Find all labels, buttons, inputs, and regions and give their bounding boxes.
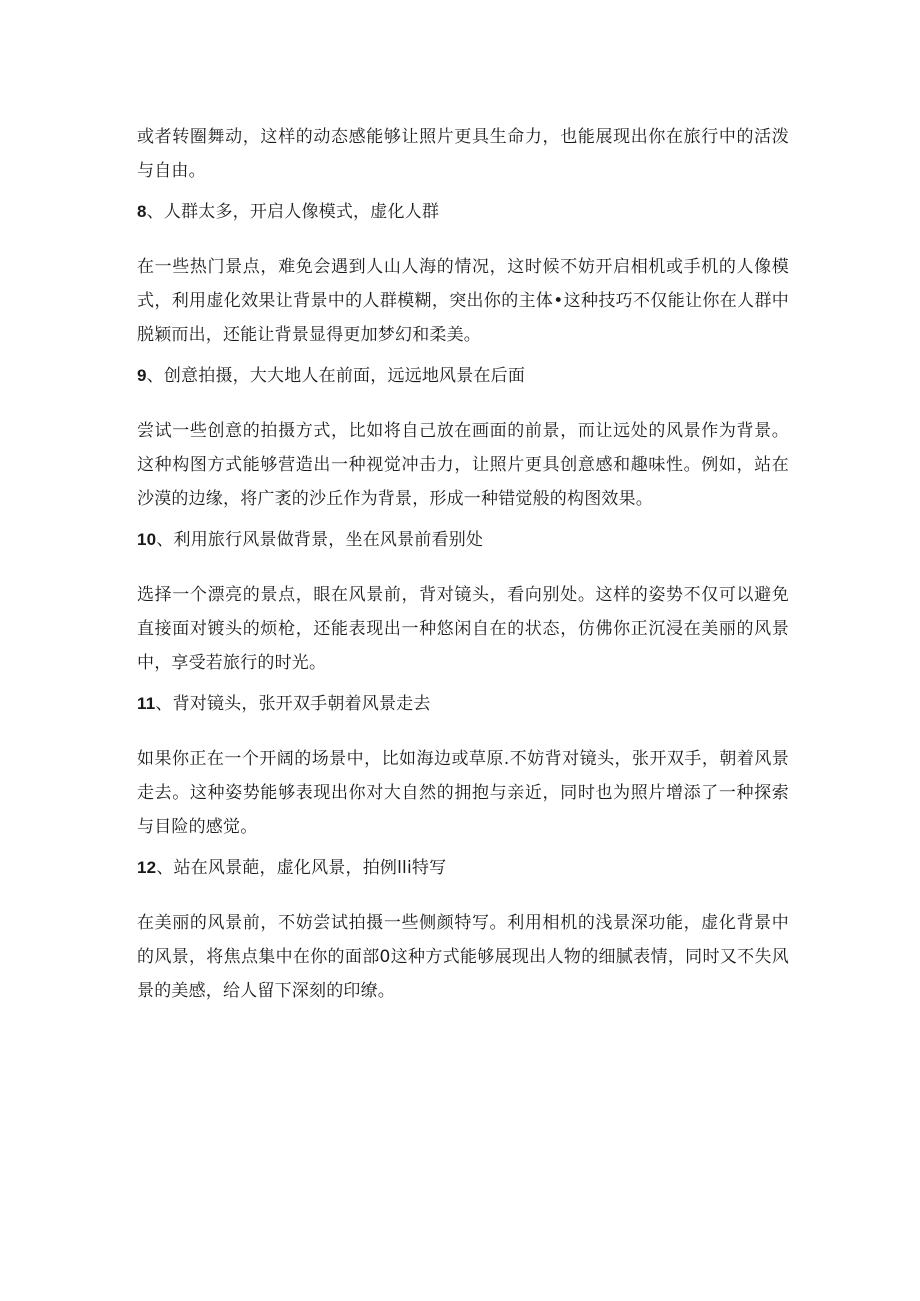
- section-title: 、背对镜头，张开双手朝着风景走去: [155, 694, 431, 714]
- section-title: 、站在风景葩，虚化风景，拍例lli特写: [156, 858, 447, 878]
- section-number: 9: [137, 366, 147, 385]
- paragraph-intro: 或者转圈舞动，这样的动态感能够让照片更具生命力，也能展现出你在旅行中的活泼与自由。: [137, 127, 789, 181]
- section-title: 、利用旅行风景做背景，坐在风景前看别处: [156, 530, 484, 550]
- paragraph-12: 在美丽的风景前，不妨尝试拍摄一些侧颜特写。利用相机的浅景深功能，虚化背景中的风景，将焦点集中在你的面部0这种方式能够展现出人物的细腻表情，同时又不失风景的美感，给人留下深刻的印缭。: [137, 913, 789, 1001]
- paragraph-10: 选择一个漂亮的景点，眼在风景前，背对镜头，看向别处。这样的姿势不仅可以避免直接面对镀头的烦枪，还能表现出一种悠闲自在的状态，仿佛你正沉浸在美丽的风景中，享受若旅行的时光。: [137, 585, 789, 673]
- section-heading-9: [137, 362, 789, 390]
- section-number: 12: [137, 858, 157, 877]
- paragraph-8: 在一些热门景点，难免会遇到人山人海的情况，这时候不妨开启相机或手机的人像模式，利用虚化效果让背景中的人群模糊，突出你的主体•这种技巧不仅能让你在人群中脱颖而出，还能让背景显得更加梦幻和柔美。: [137, 257, 789, 345]
- section-title: 、创意拍摄，大大地人在前面，远远地风景在后面: [146, 366, 526, 386]
- section-number: 11: [137, 694, 156, 713]
- section-heading-10: [137, 526, 789, 554]
- section-heading-8: [137, 198, 789, 226]
- section-heading-11: [137, 690, 789, 718]
- section-title: 、人群太多，开启人像模式，虚化人群: [146, 202, 440, 222]
- section-heading-12: [137, 854, 789, 882]
- section-number: 8: [137, 202, 147, 221]
- document-body: [137, 120, 789, 1008]
- paragraph-9: 尝试一些创意的拍摄方式，比如将自己放在画面的前景，而让远处的风景作为背景。这种构图方式能够营造出一种视觉冲击力，让照片更具创意感和趣味性。例如，站在沙漠的边缘，将广袤的沙丘作为背景，形成一种错觉般的构图效果。: [137, 421, 789, 509]
- section-number: 10: [137, 530, 157, 549]
- paragraph-11: 如果你正在一个开阔的场景中，比如海边或草原.不妨背对镜头，张开双手，朝着风景走去。这种姿势能够表现出你对大自然的拥抱与亲近，同时也为照片增添了一种探索与目险的感觉。: [137, 749, 789, 837]
